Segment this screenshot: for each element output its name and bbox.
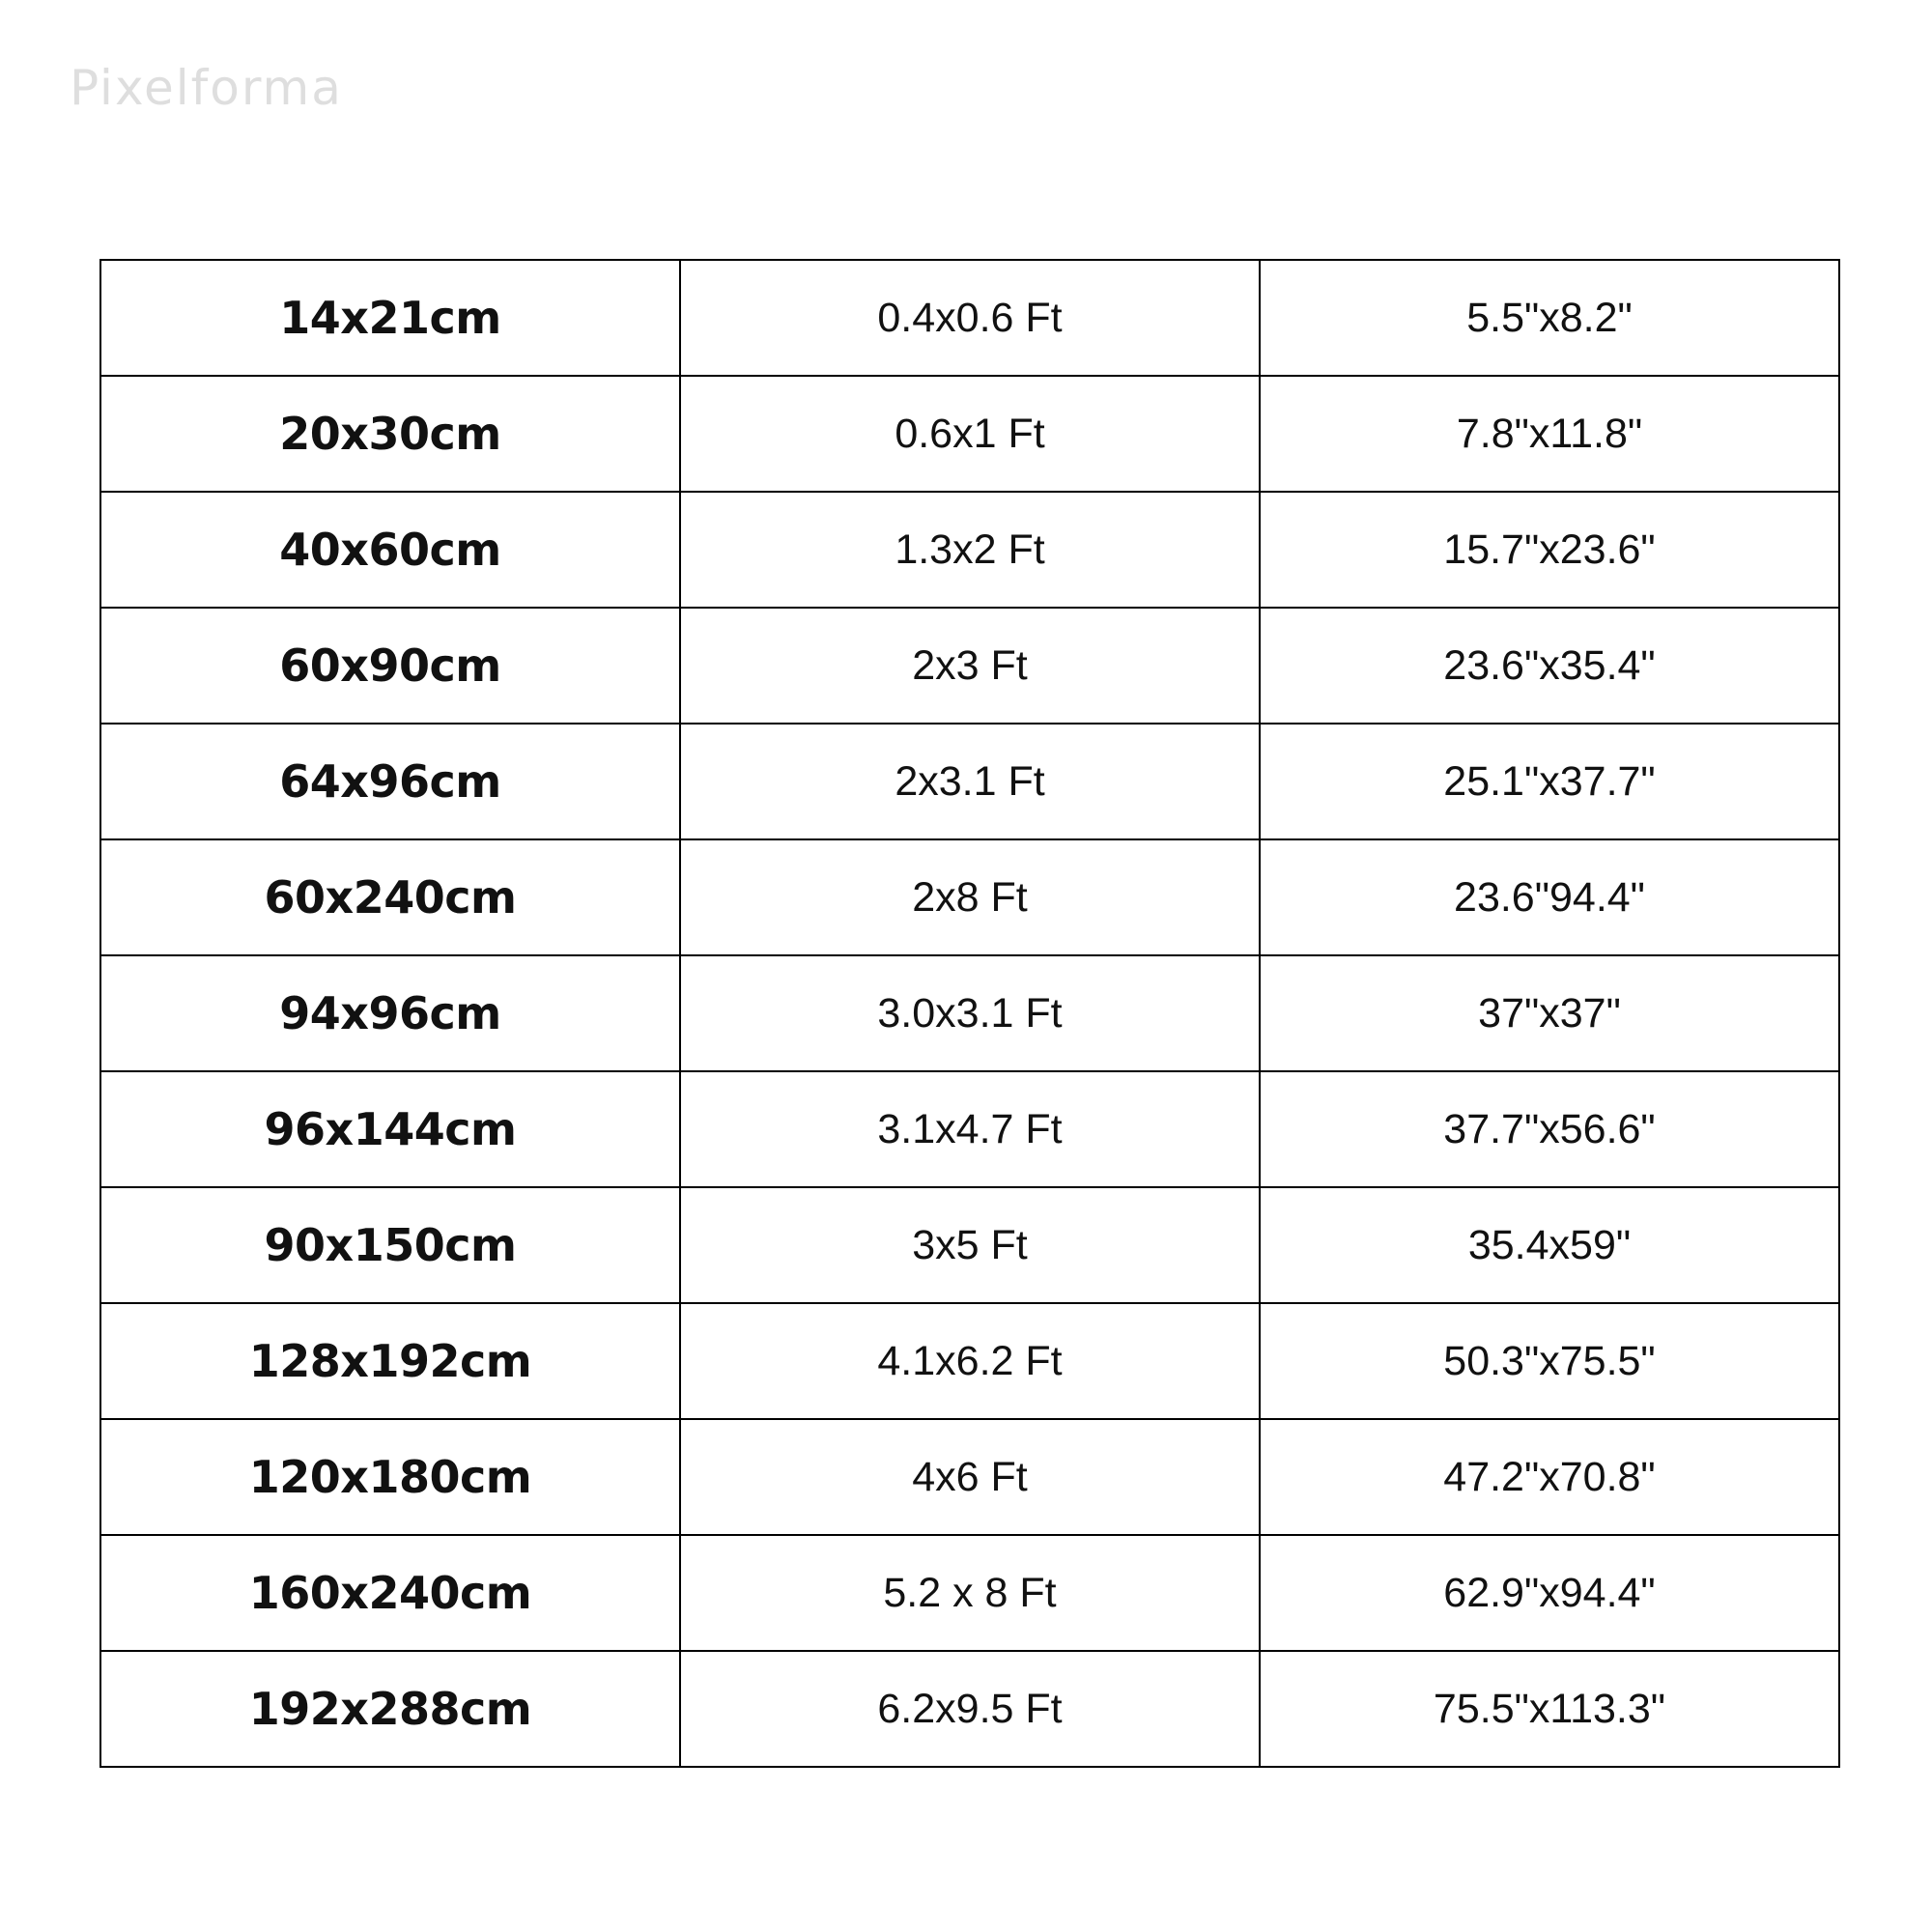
size-inch-cell: 37"x37": [1260, 955, 1839, 1071]
table-row: [100, 839, 1839, 955]
size-ft-cell: 4.1x6.2 Ft: [680, 1303, 1260, 1419]
size-inch-cell: 47.2"x70.8": [1260, 1419, 1839, 1535]
size-ft-cell: 4x6 Ft: [680, 1419, 1260, 1535]
table-row: [100, 492, 1839, 608]
table-row: [100, 1187, 1839, 1303]
size-cm-cell: 94x96cm: [100, 955, 680, 1071]
size-ft-cell: 6.2x9.5 Ft: [680, 1651, 1260, 1767]
size-cm-cell: 40x60cm: [100, 492, 680, 608]
size-inch-cell: 62.9"x94.4": [1260, 1535, 1839, 1651]
size-ft-cell: 1.3x2 Ft: [680, 492, 1260, 608]
table-row: [100, 608, 1839, 724]
size-inch-cell: 23.6"x35.4": [1260, 608, 1839, 724]
size-inch-cell: 37.7"x56.6": [1260, 1071, 1839, 1187]
size-inch-cell: 23.6"94.4": [1260, 839, 1839, 955]
size-ft-cell: 0.6x1 Ft: [680, 376, 1260, 492]
size-inch-cell: 50.3"x75.5": [1260, 1303, 1839, 1419]
size-inch-cell: 75.5"x113.3": [1260, 1651, 1839, 1767]
size-cm-cell: 64x96cm: [100, 724, 680, 839]
size-cm-cell: 192x288cm: [100, 1651, 680, 1767]
size-inch-cell: 25.1"x37.7": [1260, 724, 1839, 839]
size-cm-cell: 60x240cm: [100, 839, 680, 955]
brand-logo: Pixelforma: [70, 60, 343, 116]
size-table-body: [100, 260, 1839, 1767]
table-row: [100, 955, 1839, 1071]
size-ft-cell: 2x8 Ft: [680, 839, 1260, 955]
size-cm-cell: 96x144cm: [100, 1071, 680, 1187]
table-row: [100, 1535, 1839, 1651]
size-inch-cell: 7.8"x11.8": [1260, 376, 1839, 492]
table-row: [100, 1071, 1839, 1187]
size-conversion-table: [99, 259, 1840, 1768]
table-row: [100, 1303, 1839, 1419]
table-row: [100, 376, 1839, 492]
size-cm-cell: 14x21cm: [100, 260, 680, 376]
size-inch-cell: 15.7"x23.6": [1260, 492, 1839, 608]
size-ft-cell: 3x5 Ft: [680, 1187, 1260, 1303]
table-row: [100, 1419, 1839, 1535]
size-ft-cell: 2x3 Ft: [680, 608, 1260, 724]
size-cm-cell: 128x192cm: [100, 1303, 680, 1419]
size-ft-cell: 3.0x3.1 Ft: [680, 955, 1260, 1071]
table-row: [100, 724, 1839, 839]
size-ft-cell: 5.2 x 8 Ft: [680, 1535, 1260, 1651]
size-ft-cell: 3.1x4.7 Ft: [680, 1071, 1260, 1187]
size-cm-cell: 120x180cm: [100, 1419, 680, 1535]
size-cm-cell: 20x30cm: [100, 376, 680, 492]
size-ft-cell: 2x3.1 Ft: [680, 724, 1260, 839]
size-cm-cell: 60x90cm: [100, 608, 680, 724]
table-row: [100, 1651, 1839, 1767]
size-inch-cell: 5.5"x8.2": [1260, 260, 1839, 376]
size-cm-cell: 90x150cm: [100, 1187, 680, 1303]
size-cm-cell: 160x240cm: [100, 1535, 680, 1651]
size-ft-cell: 0.4x0.6 Ft: [680, 260, 1260, 376]
size-inch-cell: 35.4x59": [1260, 1187, 1839, 1303]
table-row: [100, 260, 1839, 376]
